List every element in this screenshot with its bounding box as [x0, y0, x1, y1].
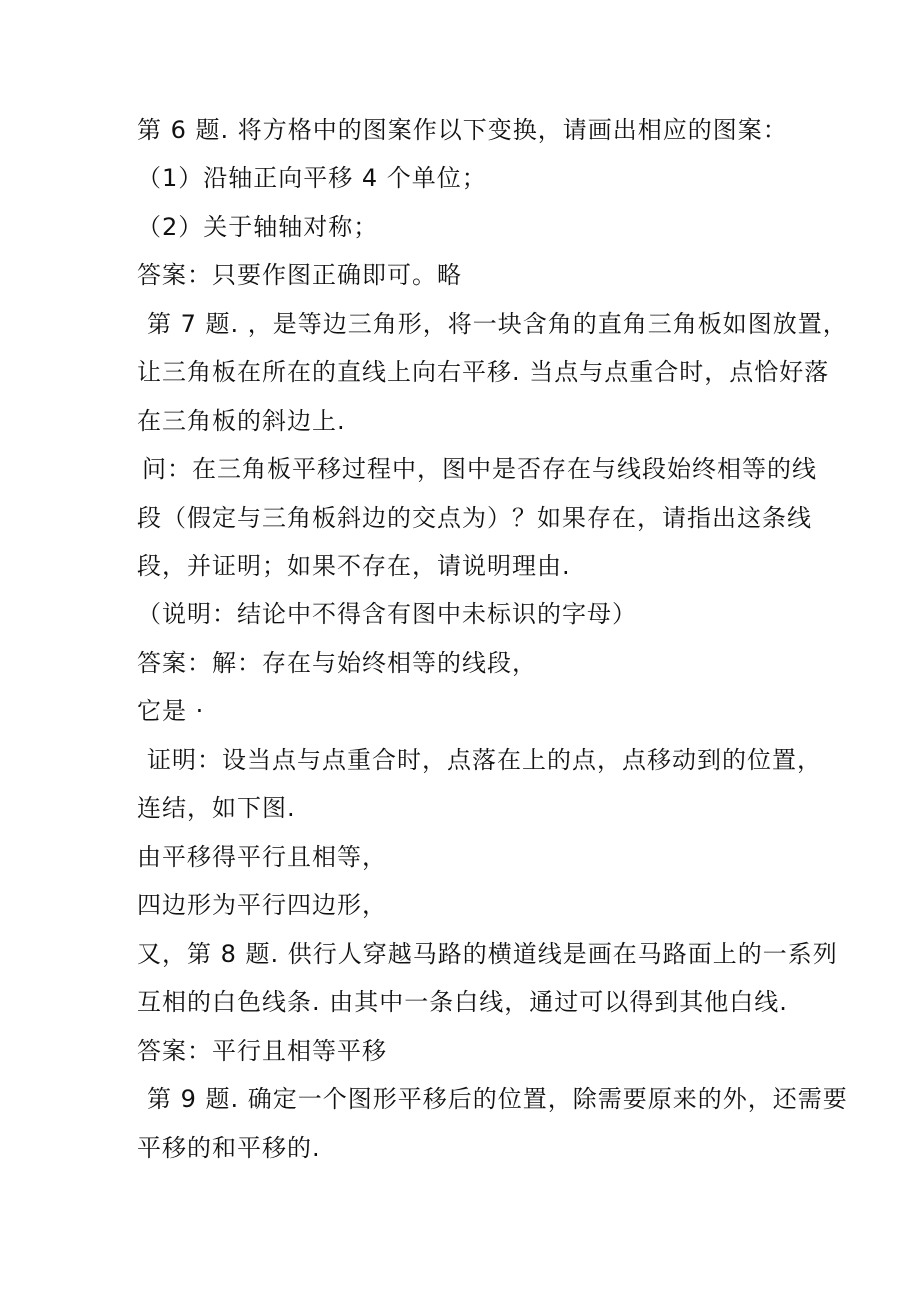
text-line: 第 7 题. ，是等边三角形，将一块含角的直角三角板如图放置， [147, 310, 848, 338]
text-line: 平移的和平移的. [137, 1134, 321, 1162]
text-line: 段，并证明；如果不存在，请说明理由. [137, 552, 571, 580]
text-line: 答案：只要作图正确即可。略 [137, 261, 462, 289]
text-line: （2）关于轴轴对称； [137, 213, 379, 241]
text-line: 互相的白色线条. 由其中一条白线，通过可以得到其他白线. [137, 988, 788, 1016]
text-line: 四边形为平行四边形， [137, 891, 387, 919]
text-line: 又，第 8 题. 供行人穿越马路的横道线是画在马路面上的一系列 [137, 940, 838, 968]
text-line: 它是 · [137, 697, 205, 725]
text-line: 答案：解：存在与始终相等的线段， [137, 649, 537, 677]
text-line: 在三角板的斜边上. [137, 407, 346, 435]
text-line: （说明：结论中不得含有图中未标识的字母） [137, 600, 637, 628]
text-line: 让三角板在所在的直线上向右平移. 当点与点重合时，点恰好落 [137, 358, 830, 386]
text-line: 证明：设当点与点重合时，点落在上的点，点移动到的位置， [147, 746, 822, 774]
text-line: 连结，如下图. [137, 794, 296, 822]
text-line: 由平移得平行且相等， [137, 843, 387, 871]
text-line: 第 9 题. 确定一个图形平移后的位置，除需要原来的外，还需要 [147, 1085, 848, 1113]
text-line: （1）沿轴正向平移 4 个单位； [137, 164, 487, 192]
text-line: 答案：平行且相等平移 [137, 1037, 387, 1065]
text-line: 第 6 题. 将方格中的图案作以下变换，请画出相应的图案： [137, 116, 788, 144]
text-line: 段（假定与三角板斜边的交点为）？如果存在，请指出这条线 [137, 504, 812, 532]
text-line: 问：在三角板平移过程中，图中是否存在与线段始终相等的线 [142, 455, 817, 483]
